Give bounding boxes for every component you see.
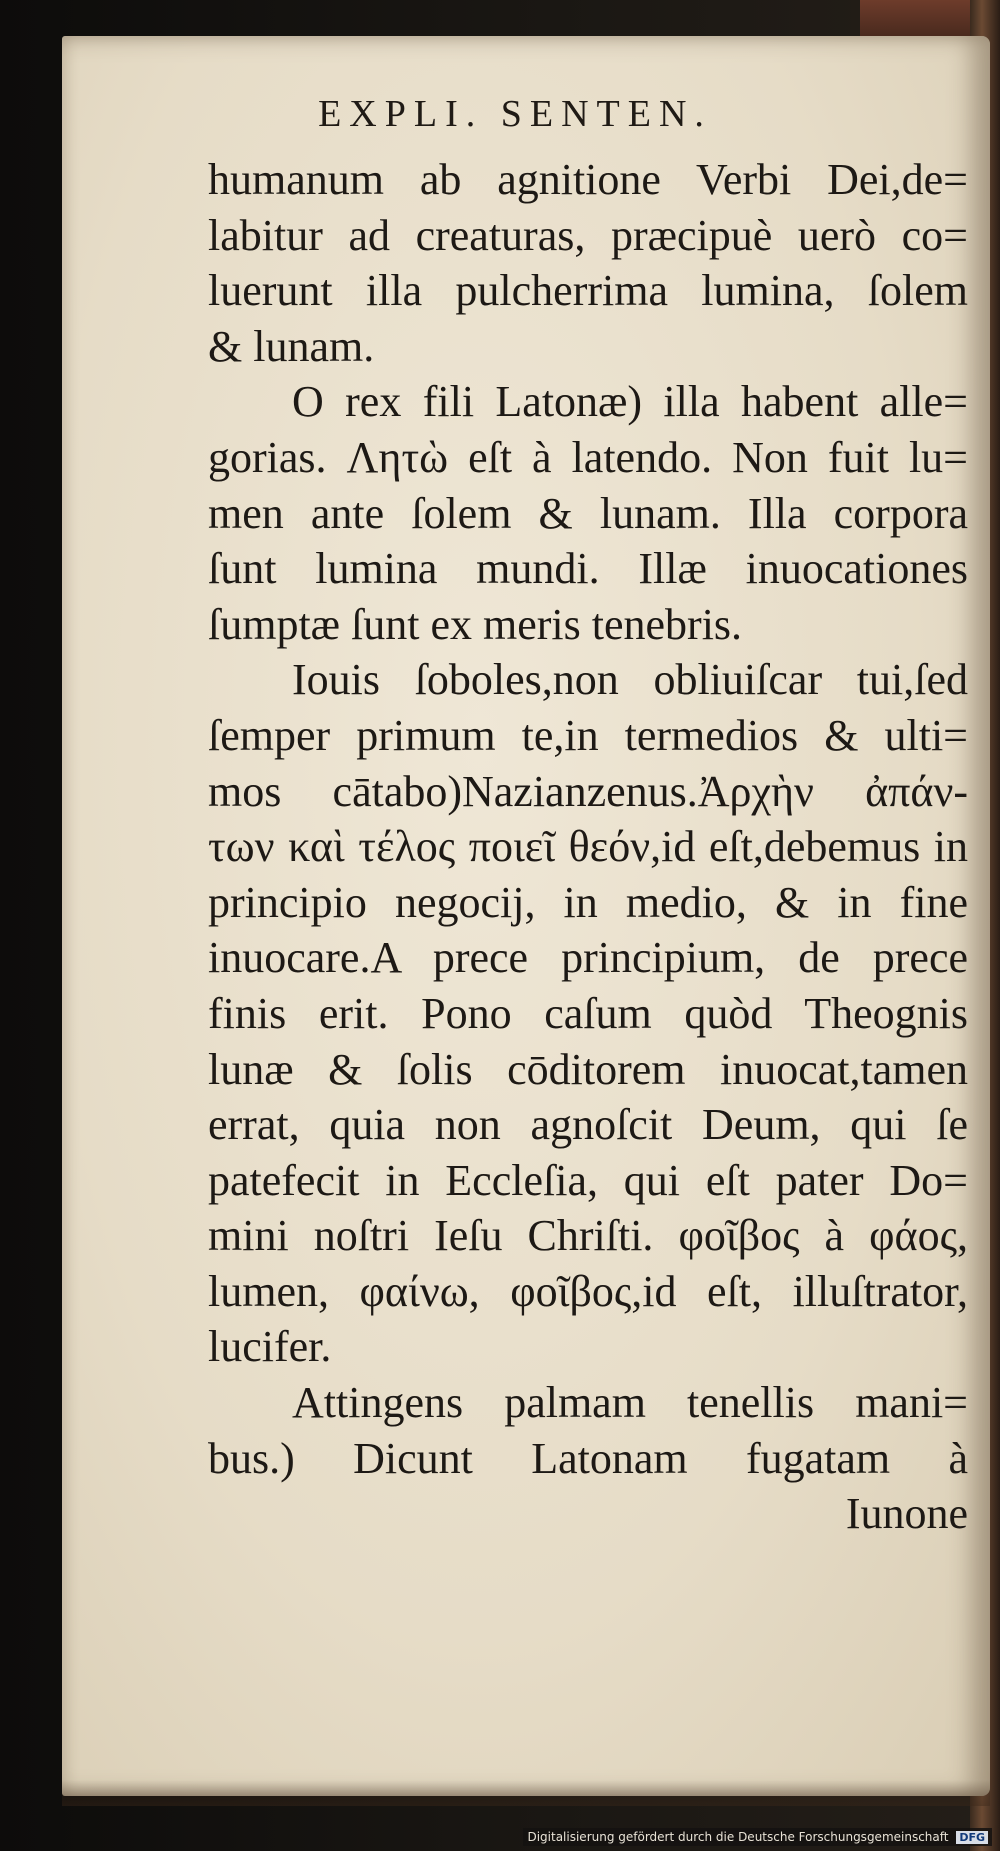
text-line: finis erit. Pono caſum quòd Theognis: [208, 988, 968, 1038]
text-line: Iouis ſoboles,non obliuiſcar tui,ſed: [292, 655, 968, 705]
text-line: gorias. Λητὼ eſt à latendo. Non fuit lu=: [208, 432, 968, 482]
text-line: labitur ad creaturas, præcipuè uerò co=: [208, 210, 968, 260]
dfg-logo-icon: DFG: [956, 1831, 988, 1844]
body-text: [208, 152, 968, 1542]
text-line: Attingens palmam tenellis mani=: [292, 1378, 968, 1428]
text-line: men ante ſolem & lunam. Illa corpora: [208, 488, 968, 538]
text-line: O rex fili Latonæ) illa habent alle=: [292, 377, 968, 427]
text-line: ſumptæ ſunt ex meris tenebris.: [208, 599, 743, 649]
text-line: lunæ & ſolis cōditorem inuocat,tamen: [208, 1044, 968, 1094]
page-bottom-shadow: [62, 1780, 990, 1806]
text-line: inuocare.A prece principium, de prece: [208, 933, 968, 983]
text-line: luerunt illa pulcherrima lumina, ſolem: [208, 266, 968, 316]
text-line: ſunt lumina mundi. Illæ inuocationes: [208, 544, 968, 594]
text-line: mini noſtri Ieſu Chriſti. φοῖβος à φάος,: [208, 1211, 968, 1261]
text-line: των καὶ τέλος ποιεῖ θεόν,id eſt,debemus in: [208, 822, 968, 872]
text-line: humanum ab agnitione Verbi Dei,de=: [208, 155, 968, 204]
running-head: EXPLI. SENTEN.: [318, 93, 712, 135]
text-line: mos cātabo)Nazianzenus.Ἀρχὴν ἀπάν-: [208, 766, 968, 816]
text-line: lumen, φαίνω, φοῖβος,id eſt, illuſtrator,: [208, 1266, 968, 1316]
catchword: Iunone: [845, 1489, 968, 1539]
text-line: patefecit in Eccleſia, qui eſt pater Do=: [208, 1155, 968, 1205]
text-line: lucifer.: [208, 1322, 332, 1372]
text-line: principio negocij, in medio, & in fine: [208, 877, 968, 927]
text-line: & lunam.: [208, 321, 375, 371]
text-line: bus.) Dicunt Latonam fugatam à: [208, 1433, 968, 1483]
text-line: errat, quia non agnoſcit Deum, qui ſe: [208, 1100, 968, 1150]
credit-text: Digitalisierung gefördert durch die Deutsche Forschungsgemeinschaft: [527, 1830, 949, 1844]
text-line: ſemper primum te,in termedios & ulti=: [208, 710, 968, 760]
digitization-credit: [523, 1828, 992, 1846]
